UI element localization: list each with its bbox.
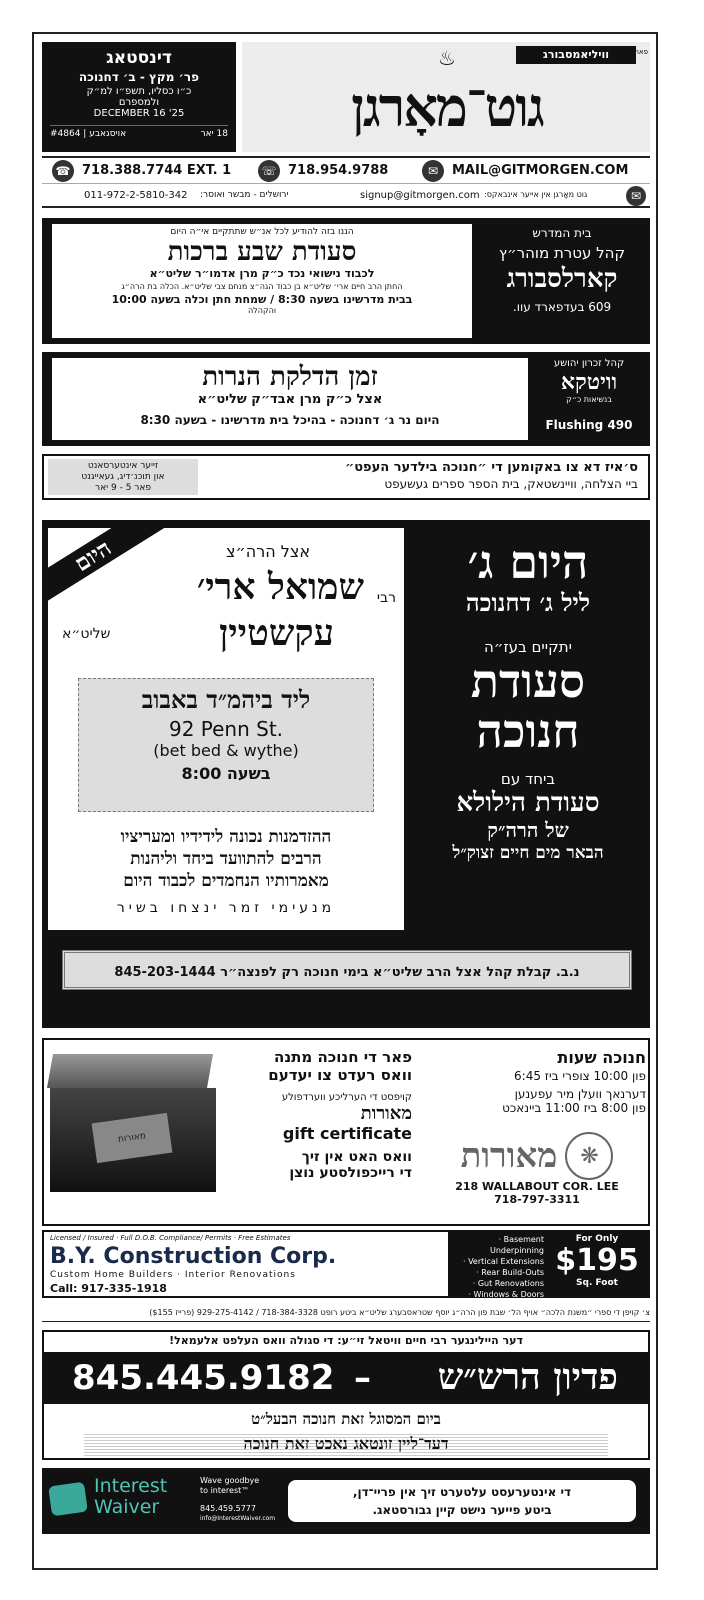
- ad-interest-waiver: [42, 1468, 650, 1534]
- ad2-side-sub: בנשיאות כ״ק: [566, 395, 612, 404]
- waiver-message: [288, 1480, 636, 1522]
- ad1-side-top: בית המדרש: [532, 226, 592, 240]
- email-link[interactable]: MAIL@GITMORGEN.COM: [452, 163, 629, 178]
- ad2-subtitle: אצל כ״ק מרן אבד״ק שליט״א: [197, 392, 383, 407]
- venue-name: ליד ביהמ״ד באבוב: [141, 685, 311, 714]
- ad1-side-addr: 609 בעדפארד עוו.: [512, 300, 612, 314]
- logo-area: [242, 42, 650, 152]
- fax-icon: ☏: [258, 160, 280, 182]
- ad1-intro: הננו בזה להודיע לכל אנ״ש שתתקיים אי״ה היום: [170, 227, 354, 237]
- maoros-address: 218 WALLABOUT COR. LEE: [455, 1180, 619, 1193]
- ad-candle-lighting: [42, 352, 650, 446]
- hours-title: חנוכה שעות: [557, 1048, 646, 1067]
- phone-2[interactable]: 718.954.9788: [288, 163, 389, 178]
- gift-box-body: [50, 1088, 216, 1192]
- ad-chanukah-book: [42, 454, 650, 500]
- right-with: ביחד עם: [500, 770, 556, 788]
- year-label: 18 יאר: [200, 129, 228, 139]
- ad-maoros: [42, 1038, 650, 1226]
- waiver-logo-icon: [48, 1482, 88, 1517]
- gift-title1: פאר די חנוכה מתנה: [274, 1048, 412, 1066]
- small-label: פארן: [633, 48, 648, 56]
- ad3-side: [48, 459, 198, 495]
- ad2-side-name: וויטקא: [560, 369, 618, 395]
- ad1-sign: והקהלה: [247, 306, 277, 315]
- gift-box-image: [50, 1054, 216, 1194]
- today-banner: היום: [48, 528, 164, 608]
- construction-name: B.Y. Construction Corp.: [50, 1244, 337, 1269]
- construction-call[interactable]: Call: 917-335-1918: [50, 1282, 167, 1295]
- newspaper-page: [32, 32, 658, 1570]
- right-will: יתקיים בעז״ה: [483, 638, 572, 656]
- right-day: היום ג׳: [467, 535, 589, 589]
- right-name: הבאר מים חיים זצוק״ל: [452, 843, 604, 863]
- day-label: דינסטאג: [106, 48, 172, 68]
- maoros-logo-row: [428, 1132, 646, 1180]
- waiver-brand2: Waiver: [94, 1496, 160, 1518]
- waiver-brand: [94, 1476, 167, 1518]
- main-ad-left: [48, 528, 404, 930]
- main-desc3: מאמרותיו הנחמדים לכבוד היום: [123, 871, 329, 891]
- main-singers: מנעימי זמר ינצחו בשיר: [116, 900, 336, 916]
- ad-sheva-brachos: [42, 218, 650, 344]
- israel-label: ירושלים - מבשר ואוסר:: [200, 190, 289, 200]
- ad-pidyon: [42, 1330, 650, 1460]
- masthead: [42, 42, 650, 152]
- ordinal-label: ולמספרם: [118, 97, 160, 108]
- hours-block: [428, 1048, 646, 1115]
- main-rabbi-title: רבי: [376, 590, 396, 606]
- phone-icon: ☎: [52, 160, 74, 182]
- main-desc2: הרבים להתוועד ביחד וליהנות: [130, 849, 322, 869]
- ad2-side-addr: 490 Flushing: [545, 418, 633, 432]
- mail-icon: ✉: [422, 160, 444, 182]
- right-night: ליל ג׳ דחנוכה: [465, 588, 591, 617]
- price: $195: [555, 1243, 639, 1278]
- waiver-phone[interactable]: 845.459.5777: [200, 1504, 256, 1513]
- ad3-line1: ס׳איז דא צו באקומען די ״חנוכה בילדער העפט״: [344, 460, 638, 475]
- pidyon-dash: –: [354, 1358, 371, 1398]
- gift-desc: קויפסט די הערליכע ווערדפולע: [281, 1092, 412, 1103]
- price-unit: Sq. Foot: [576, 1278, 618, 1288]
- ad1-line2: החתן הרב חיים ארי׳ שליט״א בן כבוד הגה״צ מנחם צבי שליט״א. הכלה בת הרה״ג: [121, 282, 403, 291]
- hours-1: פון 10:00 צופרי ביז 6:45: [514, 1069, 646, 1083]
- ad3-side2: און תוכנ׳דיג, געאייגנט: [81, 472, 165, 482]
- service-item: · Basement Underpinning: [489, 1235, 544, 1255]
- ad3-side1: זייער אינטערסאנט: [87, 461, 159, 471]
- waiver-tagline: [200, 1476, 259, 1496]
- main-at: אצל הרה״צ: [225, 542, 311, 561]
- hours-2: דערנאך וועלן מיר עפענען: [514, 1087, 646, 1101]
- main-desc1: ההזדמנות נכונה לידידיו ומעריציו: [120, 827, 332, 847]
- right-of: של הרה״ק: [487, 818, 569, 842]
- contact-bar-2: [42, 186, 650, 208]
- gift-cta2: די רייכפולסטע נוצן: [289, 1165, 412, 1181]
- service-item: · Vertical Extensions: [462, 1257, 544, 1266]
- construction-offer: [448, 1232, 648, 1299]
- main-name1: שמואל ארי׳: [196, 566, 364, 608]
- gift-text: [222, 1048, 412, 1181]
- construction-top: Licensed / Insured · Full D.O.B. Compliance/ Permits · Free Estimates: [50, 1234, 291, 1242]
- waiver-tag2: to interest™: [200, 1486, 250, 1495]
- envelope-icon: ✉: [626, 186, 646, 206]
- ad2-line: היום נר ג׳ דחנוכה - בהיכל בית מדרשינו - בשעה 8:30: [140, 413, 440, 427]
- flame-icon: ♨: [438, 46, 456, 70]
- main-ad-right: [410, 536, 646, 863]
- ad3-side3: פאר 5 - 9 יאר: [94, 483, 151, 493]
- location-tag: וויליאמסבורג: [516, 46, 636, 64]
- signup-email[interactable]: signup@gitmorgen.com: [360, 190, 480, 201]
- waiver-brand1: Interest: [94, 1475, 168, 1497]
- maoros-phone[interactable]: 718-797-3311: [494, 1193, 580, 1206]
- hebrew-date: כ״ו כסליו, תשפ״ו למ״ק: [86, 86, 192, 97]
- shell-icon: ❋: [565, 1132, 613, 1180]
- venue-street: 92 Penn St.: [168, 717, 284, 741]
- right-title1: סעודת: [470, 654, 586, 708]
- contact-bar: [42, 156, 650, 184]
- ad2-side: [534, 358, 644, 432]
- construction-services: [452, 1234, 544, 1300]
- maoros-logo: מאורות: [460, 1136, 558, 1176]
- ad1-subtitle: לכבוד נישואי נכד כ״ק מרן אדמו״ר שליט״א: [149, 267, 375, 280]
- ad1-side: [478, 226, 646, 314]
- issue-number: #4864 | אויסגאבע: [50, 129, 127, 139]
- ad3-main: [208, 460, 638, 491]
- venue-time: בשעה 8:00: [181, 764, 271, 783]
- pidyon-title: פדיון הרש״ש: [437, 1356, 618, 1398]
- ad-sheva-content: [52, 224, 472, 338]
- ad3-line2: ביי הצלחה, וויינשטאק, בית הספר ספרים געשעפט: [384, 477, 638, 491]
- waiver-tag1: Wave goodbye: [200, 1476, 260, 1485]
- waiver-line2: ביטע פייער נישט קיין גבורסטאג.: [372, 1503, 552, 1517]
- waiver-email[interactable]: info@InterestWaiver.com: [200, 1515, 276, 1522]
- signup-label: גוט מאָרגן אין אייער אינבאקס:: [484, 190, 588, 199]
- service-item: · Rear Build-Outs: [476, 1268, 544, 1277]
- main-name2: עקשטיין: [219, 612, 334, 654]
- ad1-side-mid: קהל עטרת מוהר״ץ: [498, 244, 626, 262]
- ad2-side-top: קהל זכרון יהושע: [553, 358, 625, 369]
- parsha-label: פר׳ מקץ - ב׳ דחנוכה: [78, 70, 200, 84]
- for-only: For Only: [575, 1234, 619, 1244]
- venue-box: [78, 678, 374, 812]
- gift-brand: מאורות: [360, 1103, 412, 1124]
- pidyon-top: דער היילינגער רבי חיים וויטאל זי״ע: די סגולה וואס העלפט אלעמאל!: [169, 1334, 523, 1347]
- maoros-logo-block: [428, 1132, 646, 1206]
- ad2-content: [52, 358, 528, 440]
- gift-cta1: וואס האט אין זיך: [301, 1149, 412, 1165]
- main-shlita: שליט״א: [62, 626, 111, 642]
- gift-title2: וואס רעדט צו יעדעם: [268, 1066, 412, 1084]
- construction-price-block: [550, 1234, 644, 1288]
- venue-cross: (bet bed & wythe): [153, 741, 299, 760]
- main-desc: [54, 826, 398, 892]
- ad1-title: סעודת שבע ברכות: [167, 237, 357, 267]
- pidyon-banner: [44, 1352, 648, 1404]
- phone-1[interactable]: 718.388.7744 EXT. 1: [82, 163, 232, 178]
- ad1-side-name: קארלסבורג: [506, 264, 618, 294]
- pidyon-deadline: דעד־ליין זונטאג נאכט זאת חנוכה: [84, 1432, 608, 1456]
- right-title2: חנוכה: [476, 704, 580, 758]
- ad1-line3: בבית מדרשינו בשעה 8:30 / שמחת חתן וכלה בשעה 10:00: [111, 293, 413, 306]
- waiver-line1: די אינטערעסט עלטערט זיך אין פריי־דן,: [352, 1485, 572, 1499]
- right-hilula: סעודת הילולא: [456, 788, 600, 818]
- gregorian-date: DECEMBER 16 '25: [93, 108, 185, 119]
- hours-3: פון 8:00 ביז 11:00 ביינאכט: [502, 1101, 646, 1115]
- service-item: · Windows & Doors: [468, 1290, 544, 1299]
- ad-chanukah-seuda: [42, 520, 650, 1028]
- issue-row: [50, 125, 228, 139]
- pidyon-number[interactable]: 845.445.9182: [72, 1358, 335, 1398]
- israel-phone[interactable]: 011-972-2-5810-342: [84, 190, 188, 201]
- ad-construction: [42, 1230, 650, 1298]
- waiver-contact: [200, 1504, 275, 1524]
- ad2-title: זמן הדלקת הנרות: [202, 362, 378, 392]
- newspaper-logo: גוט־מאָרגן: [351, 75, 543, 139]
- service-item: · Gut Renovations: [472, 1279, 544, 1288]
- gift-cert: gift certificate: [282, 1124, 412, 1143]
- pidyon-sub: ביום המסוגל זאת חנוכה הבעל״ט: [251, 1410, 441, 1428]
- gift-box-lid: [47, 1054, 213, 1088]
- date-box: [42, 42, 236, 152]
- gift-card: מאורות: [92, 1113, 173, 1163]
- main-note: נ.ב. קבלת קהל אצל הרב שליט״א בימי חנוכה רק לפנצה״ר 845-203-1444: [62, 950, 632, 990]
- sefer-strip: צ׳ קויפן די ספרי ״משנת הלכה״ אויף הל׳ שבת פון הרה״ג יוסף שטראסבערג שליט״א ביטע רופט 718-384-3328 / 929-275-4142 (פרייז $155): [42, 1304, 650, 1322]
- construction-tagline: Custom Home Builders · Interior Renovations: [50, 1270, 296, 1280]
